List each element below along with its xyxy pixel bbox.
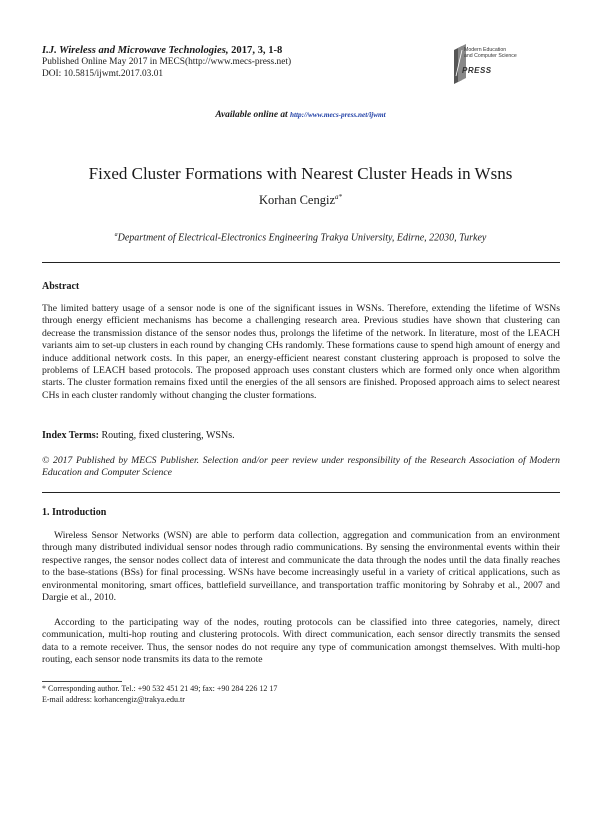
index-terms-text: Routing, fixed clustering, WSNs. [98, 430, 235, 441]
introduction-heading: 1. Introduction [42, 507, 107, 518]
index-terms-label: Index Terms: [42, 430, 99, 441]
logo-press: PRESS [462, 66, 492, 75]
available-online [0, 110, 601, 120]
abstract-heading: Abstract [42, 281, 80, 292]
footnote-email: E-mail address: korhancengiz@trakya.edu.tr [42, 694, 185, 704]
copyright-notice: © 2017 Published by MECS Publisher. Selection and/or peer review under responsibility of the Research Association of Modern Education and Computer Science [42, 455, 560, 479]
affiliation-text: Department of Electrical-Electronics Engineering Trakya University, Edirne, 22030, Turkey [117, 232, 487, 244]
abstract-text: The limited battery usage of a sensor node is one of the significant issues in WSNs. Therefore, extending the lifetime of WSNs through energy efficient mechanisms has become a challenging research area. Previous studies have shown that clustering can decrease the transmission distance of the sensor nodes thus, prolongs the lifetime of the network. In literature, most of the LEACH variants aim to set-up clusters in each round by changing CHs randomly. These formations cause to spend high amount of energy and induce additional network costs. In this paper, an energy-efficient nearest constant clustering approach is proposed to solve the problems of LEACH based protocols. The proposed approach uses constant clusters which are formed only once when algorithm starts. The cluster formation remains fixed until the energies of the all sensors are finished. Proposed approach aims to select nearest CHs in each cluster randomly without changing the cluster formations. [42, 303, 560, 401]
logo-line-2: and Computer Science [464, 53, 517, 59]
published-line: Published Online May 2017 in MECS(http://www.mecs-press.net) [42, 57, 292, 67]
introduction-paragraph-2: According to the participating way of the nodes, routing protocols can be classified into three categories, namely, direct communication, multi-hop routing and clustering protocols. With direct communication, each sensor directly transmits the sensed data to a remote receiver. Thus, the sensor nodes do not require any type of communication amongst themselves. With multi-hop routing, each sensor node transmits its data to the remote [42, 617, 560, 666]
author-name: Korhan Cengiz [258, 193, 336, 208]
footnote-corresponding: * Corresponding author. Tel.: +90 532 451 21 49; fax: +90 284 226 12 17 [42, 684, 278, 693]
logo-text [464, 47, 554, 59]
divider-top [42, 262, 560, 263]
footnote-divider [42, 681, 122, 682]
journal-volume: 2017, 3, 1-8 [228, 45, 283, 56]
author-line [0, 193, 601, 208]
index-terms [42, 430, 235, 441]
journal-name: I.J. Wireless and Microwave Technologies, [42, 45, 229, 56]
journal-citation [42, 44, 402, 57]
affiliation-mark: a [114, 232, 118, 238]
introduction-paragraph-1: Wireless Sensor Networks (WSN) are able to perform data collection, aggregation and communication from an environment through many distributed individual sensor nodes through radio communications. By sensing the environmental events within their respective ranges, the sensor nodes collect data of interest and communicate the data through the nodes until the data finally reaches to the base-stations (BSs) for final processing. WSNs have become increasingly useful in a variety of critical applications, such as environmental monitoring, smart offices, battlefield surveillance, and transportation traffic monitoring by Sohraby et al., 2007 and Dargie et al., 2010. [42, 530, 560, 604]
author-mark: a* [335, 193, 343, 201]
affiliation [0, 232, 601, 243]
journal-url-link[interactable]: http://www.mecs-press.net/ijwmt [290, 111, 386, 119]
footnote [42, 684, 560, 705]
logo-line-1: Modern Education [464, 47, 507, 53]
paper-title: Fixed Cluster Formations with Nearest Cluster Heads in Wsns [88, 164, 513, 183]
doi-line: DOI: 10.5815/ijwmt.2017.03.01 [42, 68, 164, 79]
divider-bottom [42, 492, 560, 493]
journal-header [42, 44, 402, 80]
available-label: Available online at [215, 110, 290, 120]
